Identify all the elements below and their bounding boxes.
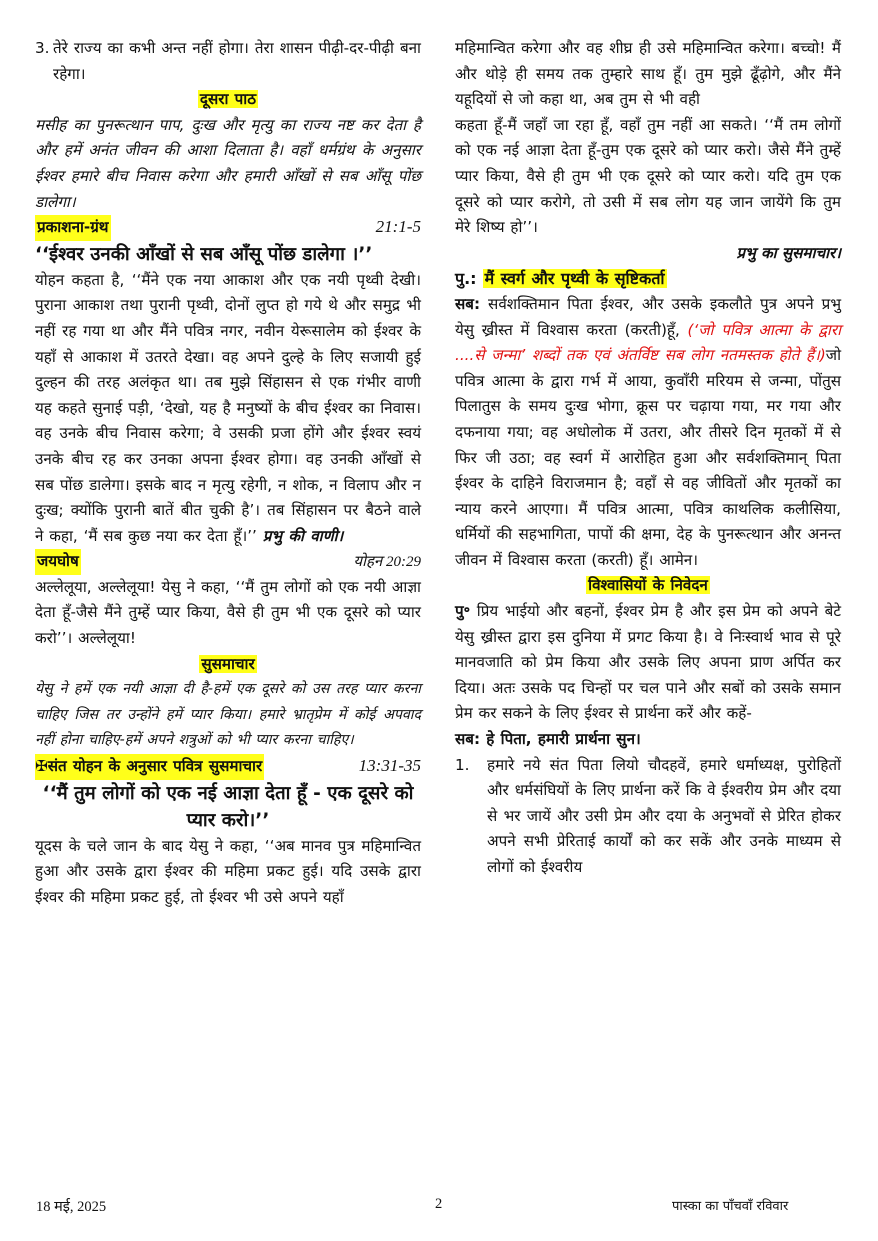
gospel-title-row bbox=[35, 754, 421, 780]
gospel-body-start: यूदस के चले जान के बाद येसु ने कहा, ‘‘अब मानव पुत्र महिमान्वित हुआ और उसके द्वारा ईश्वर की महिमा प्रकट हुई। यदि उसके द्वारा ईश्वर की महिमा प्रकट हुई, तो ईश्वर भी उसे अपने यहाँ bbox=[35, 836, 421, 906]
psalm-item bbox=[35, 36, 421, 87]
second-reading-reference: 21:1-5 bbox=[375, 217, 421, 237]
footer-occasion: पास्का का पाँचवाँ रविवार bbox=[672, 1199, 789, 1214]
second-reading-heading: दूसरा पाठ bbox=[199, 90, 257, 109]
gospel-body-cont-a: महिमान्वित करेगा और वह शीघ्र ही उसे महिमान्वित करेगा। बच्चो! मैं और थोड़े ही समय तक तुम्हारे साथ हूँ। तुम मुझे ढूँढ़ोगे, और मैंने यहूदियों से जो कहा था, अब तुम से भी वही bbox=[455, 39, 841, 109]
second-reading-heading-line bbox=[35, 87, 421, 113]
second-reading-body bbox=[35, 268, 421, 550]
prayers-heading-line bbox=[455, 573, 841, 599]
acclamation-reference: योहन 20:29 bbox=[353, 554, 421, 571]
cross-icon: ✠ bbox=[35, 757, 48, 776]
prayer-item bbox=[455, 753, 841, 881]
prayers-response: सब: हे पिता, हमारी प्रार्थना सुन। bbox=[455, 730, 641, 749]
psalm-item-number: 3. bbox=[35, 39, 50, 57]
footer-date: 18 मई, 2025 bbox=[36, 1199, 107, 1215]
gospel-reference: 13:31-35 bbox=[358, 756, 421, 776]
prayer-item-number: 1. bbox=[455, 755, 470, 774]
second-reading-body-text: योहन कहता है, ‘‘मैंने एक नया आकाश और एक नयी पृथ्वी देखी। पुराना आकाश तथा पुरानी पृथ्वी, दोनों लुप्त हो गये थे और समुद्र भी नहीं रह गया था और मैंने पवित्र नगर, नवीन येरूसालेम को ईश्वर के यहाँ से आकाश में उतरते देखा। वह अपने दुल्हे के लिए सजायी हुई दुल्हन की तरह अलंकृत था। तब मुझे सिंहासन से एक गंभीर वाणी यह कहते सुनाई पड़ी, ‘देखो, यह है मनुष्यों के बीच ईश्वर का निवास। वह उनके बीच निवास करेगा; वे उसकी प्रजा होंगे और ईश्वर स्वयं उनके बीच रह कर उनका अपना ईश्वर होगा। वह उनकी आँखों से सब पोंछ डालेगा। इसके बाद न मृत्यु रहेगी, न शोक, न विलाप और न दुःख; क्योंकि पुरानी बातें बीत चुकी है’। तब सिंहासन पर बैठने वाले ने कहा, ‘मैं सब कुछ नया कर देता हूँ।’’ bbox=[35, 270, 421, 545]
acclamation-body: अल्लेलूया, अल्लेलूया! येसु ने कहा, ‘‘मैं तुम लोगों को एक नयी आज्ञा देता हूँ-जैसे मैंने तुम्हें प्यार किया, वैसे ही तुम भी एक दूसरे को प्यार करो’’। अल्लेलूया! bbox=[35, 577, 421, 648]
gospel-intro: येसु ने हमें एक नयी आज्ञा दी है-हमें एक दूसरे को उस तरह प्यार करना चाहिए जिस तर उन्होंने हमें प्यार किया। हमारे भ्रातृप्रेम में कोई अपवाद नहीं होना चाहिए-हमें अपने शत्रुओं को भी प्यार करना चाहिए। bbox=[35, 681, 421, 749]
footer-page-number: 2 bbox=[435, 1196, 443, 1212]
creed-rubric: (‘जो पवित्र आत्मा के द्वारा ....से जन्मा’ शब्दों तक एवं अंतर्विष्ट सब लोग नतमस्तक होते हैं।) bbox=[455, 320, 842, 365]
gospel-title: संत योहन के अनुसार पवित्र सुसमाचार bbox=[47, 757, 263, 776]
creed-all-label: सब: bbox=[455, 294, 481, 313]
left-column bbox=[35, 36, 421, 910]
creed-body-a: सर्वशक्तिमान पिता ईश्वर, और उसके इकलौते पुत्र अपने प्रभु येसु ख्रीस्त में विश्वास करता (करती)हूँ, bbox=[455, 294, 841, 339]
right-column bbox=[455, 36, 841, 881]
second-reading-intro: मसीह का पुनरूत्थान पाप, दुःख और मृत्यु का राज्य नष्ट कर देता है और हमें अनंत जीवन की आशा दिलाता है। वहाँ धर्मग्रंथ के अनुसार ईश्वर हमारे बीच निवास करेगा और हमारी आँखों से सब आँसू पोंछ डालेगा। bbox=[35, 115, 421, 211]
creed-heading-line bbox=[455, 266, 841, 292]
gospel-heading: सुसमाचार bbox=[201, 654, 255, 673]
gospel-headline: ‘‘मैं तुम लोगों को एक नई आज्ञा देता हूँ - एक दूसरे को प्यार करो।’’ bbox=[42, 782, 414, 831]
creed-heading: मैं स्वर्ग और पृथ्वी के सृष्टिकर्ता bbox=[484, 269, 665, 289]
psalm-item-text: तेरे राज्य का कभी अन्त नहीं होगा। तेरा शासन पीढ़ी-दर-पीढ़ी बना रहेगा। bbox=[53, 39, 421, 83]
prayers-priest-label: पु॰ bbox=[455, 602, 471, 621]
second-reading-title-row bbox=[35, 215, 421, 241]
gospel-heading-line bbox=[35, 652, 421, 678]
gospel-closing: प्रभु का सुसमाचार। bbox=[736, 243, 841, 262]
prayer-item-text: हमारे नये संत पिता लियो चौदहवें, हमारे धर्माध्यक्ष, पुरोहितों और धर्मसंघियों के लिए प्रार्थना करें कि वे ईश्वरीय प्रेम और दया से भर जायें और उसी प्रेम और दया के अनुभवों से प्रेरित होकर अपने सभी प्रेरिताई कार्यों को कर सकें और उनके माध्यम से लोगों को ईश्वरीय bbox=[487, 755, 841, 876]
acclamation-title-row bbox=[35, 549, 421, 575]
prayers-heading: विश्वासियों के निवेदन bbox=[588, 576, 708, 595]
creed-body bbox=[455, 292, 841, 574]
creed-body-b: जो पवित्र आत्मा के द्वारा गर्भ में आया, कुवाँरी मरियम से जन्मा, पोंतुस पिलातुस के समय दुःख भोगा, क्रूस पर चढ़ाया गया, मर गया और दफनाया गया; वह अधोलोक में उतरा, और तीसरे दिन मृतकों में से फिर जी उठा; वह स्वर्ग में आरोहित हुआ और सर्वशक्तिमान् पिता ईश्वर के दाहिने विराजमान है; वहाँ से वह जीवितों और मृतकों का न्याय करने आएगा। मैं पवित्र आत्मा, पवित्र काथलिक कलीसिया, धर्मियों की सहभागिता, पापों की क्षमा, देह के पुनरूत्थान और अनन्त जीवन में विश्वास करता (करती) हूँ। आमेन। bbox=[455, 346, 841, 569]
gospel-title-highlight bbox=[35, 754, 264, 780]
prayers-intro bbox=[455, 599, 841, 727]
second-reading-closing: प्रभु की वाणी। bbox=[262, 526, 344, 545]
prayers-intro-text: प्रिय भाईयो और बहनों, ईश्वर प्रेम है और इस प्रेम को अपने बेटे येसु ख्रीस्त द्वारा इस दुनिया में प्रगट किया है। वे निःस्वार्थ भाव से पूरे मानवजाति को प्रेम किया और उसके लिए अपना प्राण अर्पित कर दिया। अतः उसके पद चिन्हों पर चल पाने और सबों को उसके समान प्रेम कर सकने के लिए ईश्वर से प्रार्थना करें और कहें- bbox=[455, 602, 842, 723]
acclamation-heading: जयघोष bbox=[35, 549, 81, 575]
second-reading-book: प्रकाशना-ग्रंथ bbox=[35, 215, 111, 241]
creed-priest-label: पु.: bbox=[455, 269, 477, 289]
gospel-body-cont-b: कहता हूँ-मैं जहाँ जा रहा हूँ, वहाँ तुम नहीं आ सकते। ‘‘मैं तम लोगों को एक नई आज्ञा देता हूँ-तुम एक दूसरे को प्यार करो। जैसे मैंने तुम्हें प्यार किया, वैसे ही तुम भी एक दूसरे को प्यार करो। यदि तुम एक दूसरे को प्यार करोगे, तो उसी में सब लोग यह जान जायेंगे कि तुम मेरे शिष्य हो’’। bbox=[455, 115, 841, 237]
second-reading-headline: ‘‘ईश्वर उनकी आँखों से सब आँसू पोंछ डालेगा ।’’ bbox=[35, 243, 373, 265]
